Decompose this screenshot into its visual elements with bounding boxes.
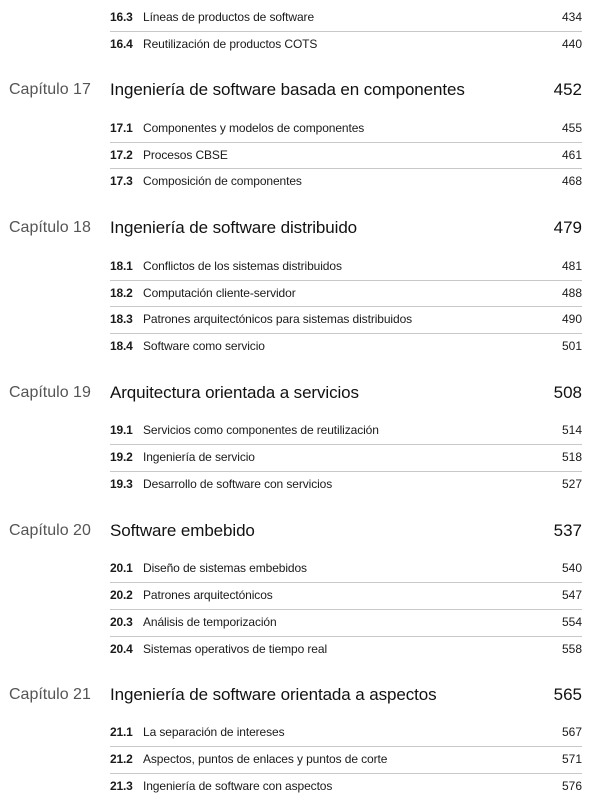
section-page-number: 571 (561, 752, 582, 766)
section-title: Desarrollo de software con servicios (143, 477, 333, 491)
section-page-number: 558 (561, 642, 582, 656)
section-number: 16.3 (110, 10, 133, 24)
section-title: Patrones arquitectónicos para sistemas distribuidos (143, 312, 413, 326)
chapter-title: Arquitectura orientada a servicios (110, 383, 359, 402)
section-number: 21.3 (110, 779, 133, 793)
toc-section-20-3[interactable] (0, 610, 600, 634)
toc-section-16-4[interactable] (0, 32, 600, 56)
section-number: 21.1 (110, 725, 133, 739)
toc-chapter-20[interactable] (0, 516, 600, 546)
chapter-page-number: 452 (553, 80, 582, 99)
section-number: 17.2 (110, 148, 133, 162)
chapter-page-number: 508 (553, 383, 582, 402)
section-number: 19.2 (110, 450, 133, 464)
toc-section-17-2[interactable] (0, 143, 600, 167)
toc-section-17-1[interactable] (0, 116, 600, 140)
section-title: Computación cliente-servidor (143, 286, 296, 300)
section-page-number: 567 (561, 725, 582, 739)
section-page-number: 490 (561, 312, 582, 326)
toc-chapter-18[interactable] (0, 213, 600, 243)
section-number: 18.4 (110, 339, 133, 353)
section-title: Reutilización de productos COTS (143, 37, 318, 51)
chapter-page-number: 537 (553, 521, 582, 540)
section-title: Aspectos, puntos de enlaces y puntos de corte (143, 752, 388, 766)
section-page-number: 518 (561, 450, 582, 464)
chapter-label: Capítulo 17 (9, 81, 91, 98)
section-number: 18.2 (110, 286, 133, 300)
toc-section-20-2[interactable] (0, 583, 600, 607)
section-number: 18.1 (110, 259, 133, 273)
chapter-page-number: 565 (553, 685, 582, 704)
section-number: 20.3 (110, 615, 133, 629)
section-title: Software como servicio (143, 339, 265, 353)
section-title: Líneas de productos de software (143, 10, 315, 24)
section-title: Ingeniería de servicio (143, 450, 255, 464)
chapter-title: Software embebido (110, 521, 255, 540)
chapter-title: Ingeniería de software distribuido (110, 218, 358, 237)
toc-section-21-1[interactable] (0, 720, 600, 744)
section-title: Componentes y modelos de componentes (143, 121, 365, 135)
section-page-number: 540 (561, 561, 582, 575)
section-title: La separación de intereses (143, 725, 285, 739)
toc-section-20-4[interactable] (0, 637, 600, 661)
section-page-number: 527 (561, 477, 582, 491)
toc-section-18-2[interactable] (0, 281, 600, 305)
toc-chapter-19[interactable] (0, 378, 600, 408)
section-page-number: 481 (561, 259, 582, 273)
toc-section-18-4[interactable] (0, 334, 600, 358)
toc-section-20-1[interactable] (0, 556, 600, 580)
toc-section-18-3[interactable] (0, 307, 600, 331)
chapter-page-number: 479 (553, 218, 582, 237)
section-title: Ingeniería de software con aspectos (143, 779, 333, 793)
section-page-number: 514 (561, 423, 582, 437)
section-page-number: 455 (561, 121, 582, 135)
section-page-number: 547 (561, 588, 582, 602)
section-page-number: 440 (561, 37, 582, 51)
chapter-label: Capítulo 19 (9, 384, 91, 401)
section-number: 18.3 (110, 312, 133, 326)
section-title: Servicios como componentes de reutilización (143, 423, 379, 437)
chapter-title: Ingeniería de software basada en componentes (110, 80, 465, 99)
section-page-number: 501 (561, 339, 582, 353)
section-page-number: 434 (561, 10, 582, 24)
section-number: 20.1 (110, 561, 133, 575)
section-title: Diseño de sistemas embebidos (143, 561, 307, 575)
section-page-number: 554 (561, 615, 582, 629)
toc-section-19-1[interactable] (0, 418, 600, 442)
section-number: 20.2 (110, 588, 133, 602)
toc-chapter-17[interactable] (0, 75, 600, 105)
section-number: 16.4 (110, 37, 133, 51)
toc-section-18-1[interactable] (0, 254, 600, 278)
section-page-number: 468 (561, 174, 582, 188)
chapter-title: Ingeniería de software orientada a aspectos (110, 685, 437, 704)
chapter-label: Capítulo 21 (9, 686, 91, 703)
section-title: Análisis de temporización (143, 615, 277, 629)
section-number: 21.2 (110, 752, 133, 766)
section-number: 17.3 (110, 174, 133, 188)
section-page-number: 461 (561, 148, 582, 162)
section-title: Sistemas operativos de tiempo real (143, 642, 328, 656)
section-number: 19.1 (110, 423, 133, 437)
section-title: Conflictos de los sistemas distribuidos (143, 259, 342, 273)
toc-section-19-2[interactable] (0, 445, 600, 469)
section-title: Composición de componentes (143, 174, 302, 188)
section-page-number: 576 (561, 779, 582, 793)
section-number: 20.4 (110, 642, 133, 656)
section-title: Procesos CBSE (143, 148, 228, 162)
chapter-label: Capítulo 18 (9, 219, 91, 236)
chapter-label: Capítulo 20 (9, 522, 91, 539)
toc-section-16-3[interactable] (0, 5, 600, 29)
section-number: 19.3 (110, 477, 133, 491)
section-title: Patrones arquitectónicos (143, 588, 273, 602)
section-number: 17.1 (110, 121, 133, 135)
toc-section-21-2[interactable] (0, 747, 600, 771)
toc-section-19-3[interactable] (0, 472, 600, 496)
toc-section-21-3[interactable] (0, 774, 600, 798)
toc-section-17-3[interactable] (0, 169, 600, 193)
toc-chapter-21[interactable] (0, 680, 600, 710)
section-page-number: 488 (561, 286, 582, 300)
